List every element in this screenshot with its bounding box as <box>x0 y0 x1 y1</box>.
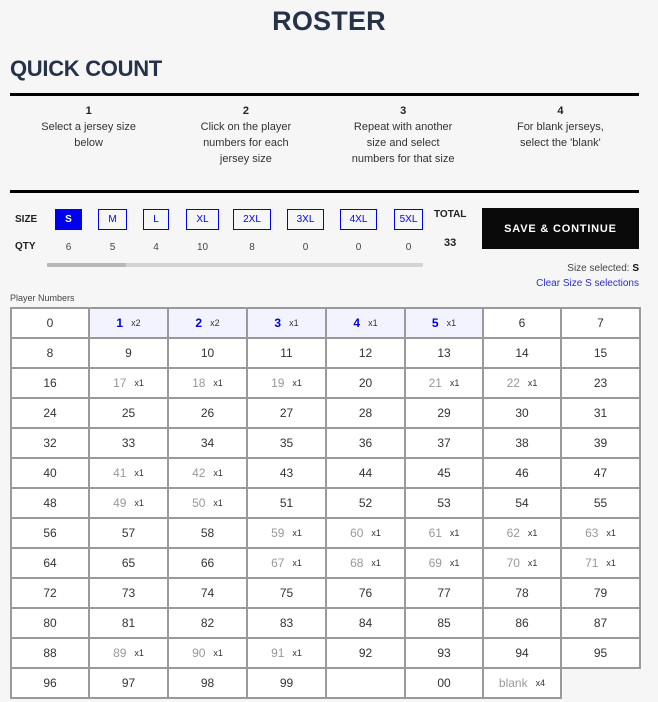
player-number-16[interactable] <box>10 367 90 399</box>
player-number-91[interactable] <box>246 637 327 669</box>
number-label: 49 <box>113 496 127 510</box>
number-label: 1 <box>116 316 124 330</box>
qty-label: QTY <box>15 241 36 252</box>
player-number-45[interactable] <box>404 457 484 489</box>
player-number-10[interactable] <box>167 337 248 369</box>
number-label: 64 <box>43 556 57 570</box>
number-label: 98 <box>200 676 215 690</box>
number-label: 35 <box>279 436 294 450</box>
player-number-39[interactable] <box>560 427 641 459</box>
player-number-24[interactable] <box>10 397 90 429</box>
number-label: 63 <box>585 526 599 540</box>
player-number-35[interactable] <box>246 427 327 459</box>
player-number-32[interactable] <box>10 427 90 459</box>
divider-bottom <box>10 190 639 193</box>
player-number-blank[interactable] <box>482 667 562 699</box>
number-label: 80 <box>43 616 57 630</box>
number-label: 15 <box>593 346 608 360</box>
count-badge: x1 <box>134 378 144 388</box>
count-badge: x1 <box>289 318 299 328</box>
player-number-97[interactable] <box>88 667 169 699</box>
number-label: 28 <box>358 406 373 420</box>
number-label: 48 <box>43 496 57 510</box>
player-number-25[interactable] <box>88 397 169 429</box>
player-number-69[interactable] <box>404 547 484 579</box>
player-number-95[interactable] <box>560 637 641 669</box>
player-number-8[interactable] <box>10 337 90 369</box>
count-badge: x1 <box>371 528 381 538</box>
number-label: 29 <box>437 406 451 420</box>
number-label: 78 <box>515 586 529 600</box>
player-number-52[interactable] <box>325 487 406 519</box>
number-label: 83 <box>279 616 294 630</box>
count-badge: x1 <box>292 528 302 538</box>
number-label: 13 <box>437 346 451 360</box>
player-number-96[interactable] <box>10 667 90 699</box>
number-label: 26 <box>200 406 215 420</box>
number-label: 71 <box>585 556 599 570</box>
player-number-66[interactable] <box>167 547 248 579</box>
player-number-86[interactable] <box>482 607 562 639</box>
player-number-20[interactable] <box>325 367 406 399</box>
number-label: 3 <box>274 316 282 330</box>
step-text: Click on the player numbers for each jersey size <box>200 121 292 165</box>
player-number-46[interactable] <box>482 457 562 489</box>
number-label: 2 <box>195 316 203 330</box>
size-selected-label: Size selected: <box>567 263 630 274</box>
player-number-55[interactable] <box>560 487 641 519</box>
count-badge: x1 <box>213 498 223 508</box>
number-label: 38 <box>515 436 529 450</box>
number-label: 46 <box>515 466 529 480</box>
player-number-57[interactable] <box>88 517 169 549</box>
player-number-15[interactable] <box>560 337 641 369</box>
player-number-68[interactable] <box>325 547 406 579</box>
size-button-s[interactable]: S <box>55 209 82 230</box>
player-number-30[interactable] <box>482 397 562 429</box>
player-number-99[interactable] <box>246 667 327 699</box>
divider-top <box>10 93 639 96</box>
player-number-98[interactable] <box>167 667 248 699</box>
number-label: 94 <box>515 646 529 660</box>
number-label: 70 <box>506 556 520 570</box>
number-label: 84 <box>358 616 373 630</box>
number-label: 9 <box>125 346 132 360</box>
player-number-13[interactable] <box>404 337 484 369</box>
number-label: 95 <box>593 646 608 660</box>
step-2 <box>167 103 324 167</box>
player-number-87[interactable] <box>560 607 641 639</box>
number-label: 7 <box>597 316 604 330</box>
scrollbar-thumb[interactable] <box>47 263 126 267</box>
player-number-0[interactable] <box>10 307 90 339</box>
count-badge: x1 <box>606 558 616 568</box>
number-label: 53 <box>437 496 451 510</box>
player-number-36[interactable] <box>325 427 406 459</box>
total-label: TOTAL <box>434 209 467 220</box>
count-badge: x1 <box>527 528 538 538</box>
number-label: 12 <box>358 346 373 360</box>
number-label: 65 <box>121 556 136 570</box>
number-label: 79 <box>593 586 608 600</box>
step-3 <box>325 103 482 167</box>
size-selected-value: S <box>632 263 639 274</box>
number-label: 58 <box>200 526 215 540</box>
player-number-48[interactable] <box>10 487 90 519</box>
number-label: 92 <box>358 646 373 660</box>
player-number-64[interactable] <box>10 547 90 579</box>
qty-value-3xl: 0 <box>302 242 309 253</box>
player-number-40[interactable] <box>10 457 90 489</box>
player-number-88[interactable] <box>10 637 90 669</box>
player-number-31[interactable] <box>560 397 641 429</box>
number-label: 55 <box>593 496 608 510</box>
number-label: 22 <box>506 376 520 390</box>
player-number-19[interactable] <box>246 367 327 399</box>
step-number: 2 <box>242 105 249 117</box>
player-number-42[interactable] <box>167 457 248 489</box>
player-number-51[interactable] <box>246 487 327 519</box>
player-number-7[interactable] <box>560 307 641 339</box>
player-number-60[interactable] <box>325 517 406 549</box>
player-number-75[interactable] <box>246 577 327 609</box>
count-badge: x1 <box>606 528 616 538</box>
player-number-93[interactable] <box>404 637 484 669</box>
player-number-84[interactable] <box>325 607 406 639</box>
player-number-6[interactable] <box>482 307 562 339</box>
player-number-56[interactable] <box>10 517 90 549</box>
player-number-1[interactable] <box>88 307 169 339</box>
player-number-62[interactable] <box>482 517 562 549</box>
step-number: 3 <box>400 105 407 117</box>
number-label: 30 <box>515 406 529 420</box>
player-number-29[interactable] <box>404 397 484 429</box>
step-text: Select a jersey size below <box>41 121 136 149</box>
qty-value-2xl: 8 <box>249 242 255 253</box>
player-number-5[interactable] <box>404 307 484 339</box>
player-number-38[interactable] <box>482 427 562 459</box>
player-number-9[interactable] <box>88 337 169 369</box>
player-number-28[interactable] <box>325 397 406 429</box>
count-badge: x1 <box>449 378 460 388</box>
number-label: 8 <box>46 346 54 360</box>
step-number: 4 <box>557 105 564 117</box>
number-label: 00 <box>437 676 451 690</box>
qty-value-s: 6 <box>65 242 72 253</box>
step-4 <box>482 103 639 167</box>
number-label: 68 <box>350 556 364 570</box>
number-label: 73 <box>121 586 136 600</box>
number-label: 77 <box>437 586 451 600</box>
player-number-76[interactable] <box>325 577 406 609</box>
number-label: 23 <box>593 376 608 390</box>
number-label: 45 <box>437 466 451 480</box>
player-number-94[interactable] <box>482 637 562 669</box>
player-number-12[interactable] <box>325 337 406 369</box>
player-number-21[interactable] <box>404 367 484 399</box>
count-badge: x2 <box>131 318 141 328</box>
number-label: 6 <box>518 316 526 330</box>
number-label: 51 <box>279 496 294 510</box>
player-number-54[interactable] <box>482 487 562 519</box>
count-badge: x1 <box>292 378 302 388</box>
count-badge: x1 <box>213 378 223 388</box>
player-number-33[interactable] <box>88 427 169 459</box>
number-label: 40 <box>43 466 57 480</box>
qty-value-xl: 10 <box>196 242 209 253</box>
qty-value-5xl: 0 <box>405 242 412 253</box>
player-number-23[interactable] <box>560 367 641 399</box>
player-number-26[interactable] <box>167 397 248 429</box>
count-badge: x1 <box>527 378 538 388</box>
player-number-90[interactable] <box>167 637 248 669</box>
player-number-78[interactable] <box>482 577 562 609</box>
number-label: 47 <box>593 466 608 480</box>
number-label: 66 <box>200 556 215 570</box>
player-number-74[interactable] <box>167 577 248 609</box>
player-number-53[interactable] <box>404 487 484 519</box>
number-label: 16 <box>43 376 57 390</box>
number-label: 39 <box>593 436 608 450</box>
player-number-70[interactable] <box>482 547 562 579</box>
number-label: 37 <box>437 436 451 450</box>
number-label: 81 <box>121 616 136 630</box>
player-number-4[interactable] <box>325 307 406 339</box>
player-number-89[interactable] <box>88 637 169 669</box>
step-text: For blank jerseys, select the 'blank' <box>516 121 604 149</box>
player-number-34[interactable] <box>167 427 248 459</box>
number-label: 18 <box>192 376 206 390</box>
number-label: 76 <box>358 586 373 600</box>
number-label: 87 <box>593 616 608 630</box>
number-label: 52 <box>358 496 373 510</box>
number-label: 62 <box>506 526 520 540</box>
number-label: 89 <box>113 646 127 660</box>
instruction-steps <box>10 103 639 167</box>
number-label: 41 <box>113 466 127 480</box>
player-number-72[interactable] <box>10 577 90 609</box>
number-label: 43 <box>279 466 294 480</box>
number-label: 5 <box>431 316 439 330</box>
count-badge: x1 <box>449 528 460 538</box>
number-label: 91 <box>271 646 285 660</box>
quick-count-title: QUICK COUNT <box>10 56 162 81</box>
player-number-50[interactable] <box>167 487 248 519</box>
qty-value-l: 4 <box>153 242 159 253</box>
size-label: SIZE <box>15 214 38 225</box>
player-number-65[interactable] <box>88 547 169 579</box>
number-label: 44 <box>358 466 373 480</box>
number-label: 32 <box>43 436 57 450</box>
number-label: 42 <box>192 466 206 480</box>
player-number-81[interactable] <box>88 607 169 639</box>
step-number: 1 <box>85 105 92 117</box>
count-badge: x4 <box>535 678 546 688</box>
count-badge: x1 <box>527 558 538 568</box>
player-number-37[interactable] <box>404 427 484 459</box>
number-label: 75 <box>279 586 294 600</box>
size-button-xl[interactable]: XL <box>186 209 219 230</box>
number-label: 4 <box>353 316 361 330</box>
player-number-77[interactable] <box>404 577 484 609</box>
size-button-2xl[interactable]: 2XL <box>233 209 271 230</box>
count-badge: x1 <box>134 468 144 478</box>
number-label: 61 <box>428 526 442 540</box>
number-label: 88 <box>43 646 57 660</box>
count-badge: x1 <box>134 648 144 658</box>
number-label: 19 <box>271 376 285 390</box>
size-selected-status <box>567 263 639 274</box>
player-number-83[interactable] <box>246 607 327 639</box>
qty-value-m: 5 <box>109 242 116 253</box>
save-continue-button[interactable]: SAVE & CONTINUE <box>482 208 639 249</box>
number-label: 56 <box>43 526 57 540</box>
step-1 <box>10 103 167 167</box>
player-number-92[interactable] <box>325 637 406 669</box>
number-label: 93 <box>437 646 451 660</box>
number-label: 27 <box>279 406 294 420</box>
number-label: 11 <box>280 346 293 360</box>
player-number-11[interactable] <box>246 337 327 369</box>
number-label: 74 <box>200 586 215 600</box>
number-label: 60 <box>350 526 364 540</box>
count-badge: x2 <box>210 318 220 328</box>
count-badge: x1 <box>446 318 457 328</box>
player-number-58[interactable] <box>167 517 248 549</box>
number-label: 25 <box>121 406 136 420</box>
number-label: 99 <box>279 676 294 690</box>
number-label: 96 <box>43 676 57 690</box>
step-text: Repeat with another size and select numbers for that size <box>351 121 455 165</box>
number-label: 31 <box>593 406 608 420</box>
player-number-14[interactable] <box>482 337 562 369</box>
number-label: 90 <box>192 646 206 660</box>
clear-size-selections-link[interactable]: Clear Size S selections <box>536 278 639 289</box>
count-badge: x1 <box>449 558 460 568</box>
player-number-63[interactable] <box>560 517 641 549</box>
count-badge: x1 <box>368 318 378 328</box>
number-label: 21 <box>428 376 442 390</box>
number-label: 57 <box>121 526 136 540</box>
count-badge: x1 <box>213 648 223 658</box>
player-number-71[interactable] <box>560 547 641 579</box>
number-label: 54 <box>515 496 529 510</box>
qty-value-4xl: 0 <box>355 242 362 253</box>
player-number-17[interactable] <box>88 367 169 399</box>
player-number-47[interactable] <box>560 457 641 489</box>
number-label: 67 <box>271 556 285 570</box>
player-number-49[interactable] <box>88 487 169 519</box>
number-label: 0 <box>46 316 54 330</box>
player-numbers-label: Player Numbers <box>10 293 75 303</box>
count-badge: x1 <box>134 498 144 508</box>
player-number-43[interactable] <box>246 457 327 489</box>
size-button-3xl[interactable]: 3XL <box>287 209 324 230</box>
number-label: 20 <box>358 376 373 390</box>
size-button-4xl[interactable]: 4XL <box>340 209 377 230</box>
size-button-m[interactable]: M <box>98 209 127 230</box>
count-badge: x1 <box>292 648 302 658</box>
player-number-67[interactable] <box>246 547 327 579</box>
number-label: 24 <box>43 406 57 420</box>
number-label: 17 <box>113 376 127 390</box>
player-number-22[interactable] <box>482 367 562 399</box>
number-label: 36 <box>358 436 373 450</box>
player-number-3[interactable] <box>246 307 327 339</box>
page-title: ROSTER <box>272 6 386 36</box>
player-number-2[interactable] <box>167 307 248 339</box>
size-scrollbar[interactable] <box>47 263 423 267</box>
number-label: 33 <box>121 436 136 450</box>
number-label: 50 <box>192 496 206 510</box>
player-number-85[interactable] <box>404 607 484 639</box>
number-label: 97 <box>121 676 136 690</box>
total-value: 33 <box>444 237 457 249</box>
number-label: blank <box>498 676 528 690</box>
player-number-44[interactable] <box>325 457 406 489</box>
player-number-00[interactable] <box>404 667 484 699</box>
player-number-80[interactable] <box>10 607 90 639</box>
count-badge: x1 <box>292 558 302 568</box>
number-label: 34 <box>200 436 215 450</box>
number-label: 85 <box>437 616 451 630</box>
number-label: 10 <box>200 346 215 360</box>
player-number-79[interactable] <box>560 577 641 609</box>
player-number-59[interactable] <box>246 517 327 549</box>
count-badge: x1 <box>371 558 381 568</box>
count-badge: x1 <box>213 468 223 478</box>
number-label: 72 <box>43 586 57 600</box>
player-number-73[interactable] <box>88 577 169 609</box>
player-number-18[interactable] <box>167 367 248 399</box>
size-button-5xl[interactable]: 5XL <box>394 209 423 230</box>
size-button-l[interactable]: L <box>143 209 169 230</box>
number-label: 82 <box>200 616 215 630</box>
player-number-61[interactable] <box>404 517 484 549</box>
number-label: 14 <box>515 346 529 360</box>
empty-cell <box>325 667 406 699</box>
number-label: 69 <box>428 556 442 570</box>
number-label: 59 <box>271 526 285 540</box>
player-number-41[interactable] <box>88 457 169 489</box>
number-label: 86 <box>515 616 529 630</box>
player-number-82[interactable] <box>167 607 248 639</box>
player-number-27[interactable] <box>246 397 327 429</box>
